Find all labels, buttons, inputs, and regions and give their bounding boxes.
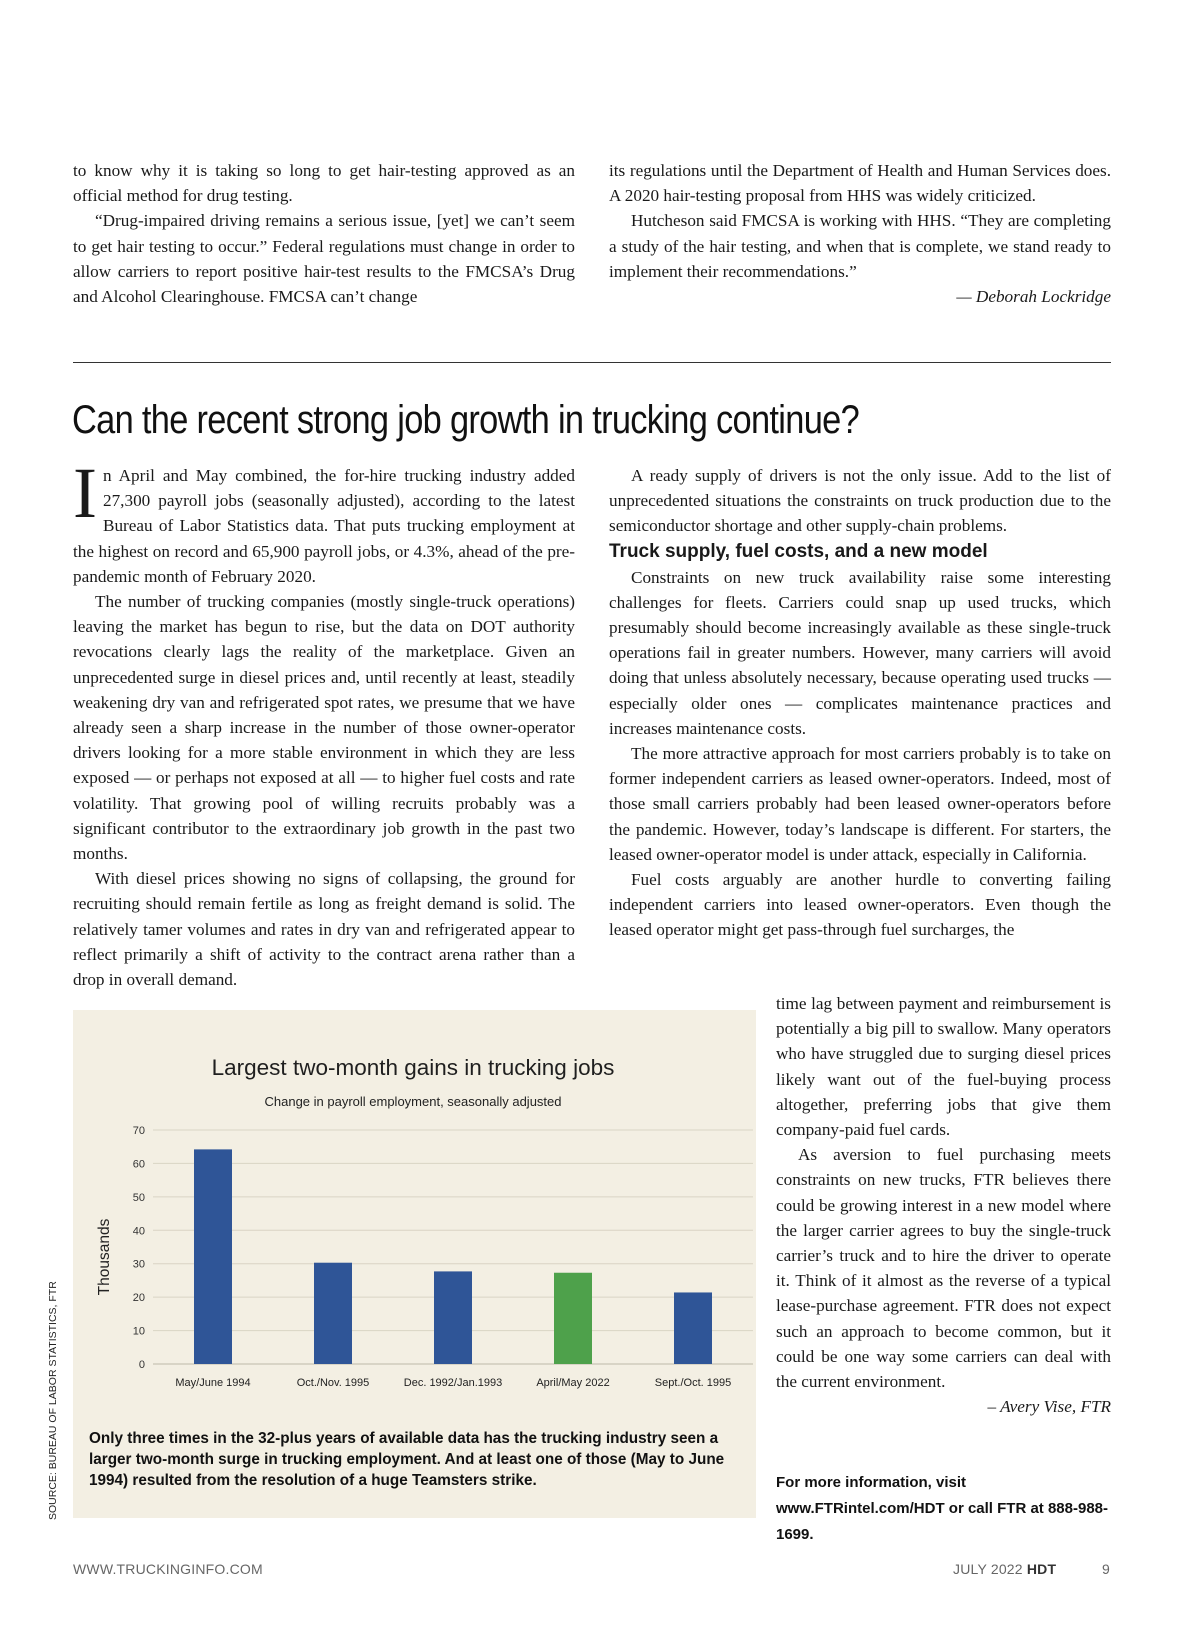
article-subhead: Truck supply, fuel costs, and a new model: [609, 540, 988, 562]
top-left-column: [73, 158, 575, 309]
lead-text: n April and May combined, the for-hire trucking industry added 27,300 payroll jobs (seasonally adjusted), according to the latest Bureau of Labor Statistics data. That puts trucking employment at the highest on record and 65,900 payroll jobs, or 4.3%, ahead of the pre-pandemic month of February 2020.: [73, 466, 575, 586]
article-paragraph: The number of trucking companies (mostly single-truck operations) leaving the market has begun to rise, but the data on DOT authority revocations clearly lags the reality of the marketplace. Given an unprecedented surge in diesel prices and, until recently at least, steadily weakening dry van and refrigerated spot rates, we presume that we have already seen a sharp increase in the number of those owner-operator drivers looking for a more stable environment in which they are less exposed — or perhaps not exposed at all — to higher fuel costs and rate volatility. That growing pool of willing recruits probably was a significant contributor to the extraordinary job growth in the past two months.: [73, 592, 575, 864]
article-paragraph: As aversion to fuel purchasing meets constraints on new trucks, FTR believes there could be growing interest in a new model where the larger carrier agrees to buy the single-truck carrier’s truck and to hire the driver to operate it. Think of it almost as the reverse of a typical lease-purchase agreement. FTR does not expect such an approach to become common, but it could be one way some carriers can deal with the current environment.: [776, 1145, 1111, 1392]
top-right-paragraph: its regulations until the Department of Health and Human Services does. A 2020 hair-testing proposal from HHS was widely criticized.: [609, 161, 1111, 206]
top-right-paragraph: Hutcheson said FMCSA is working with HHS. “They are completing a study of the hair testing, and when that is complete, we stand ready to implement their recommendations.”: [609, 211, 1111, 281]
x-tick-label: Oct./Nov. 1995: [296, 1377, 370, 1389]
more-info-note: For more information, visit www.FTRintel.com/HDT or call FTR at 888-988-1699.: [776, 1474, 1109, 1543]
x-tick-label: April/May 2022: [536, 1377, 610, 1389]
x-axis-ticks: [175, 1377, 731, 1389]
chart-caption: Only three times in the 32-plus years of available data has the trucking industry seen a larger two-month surge in trucking employment. And at least one of those (May to June 1994) resulted from the resolution of a huge Teamsters strike.: [89, 1430, 725, 1489]
bar: [554, 1273, 592, 1364]
bar-chart: [73, 1010, 756, 1420]
drop-cap: I: [73, 453, 97, 533]
y-tick-label: 30: [132, 1258, 145, 1271]
bar: [194, 1149, 232, 1364]
article-left-column: [73, 453, 575, 992]
article-right-narrow-column: [776, 991, 1111, 1419]
x-tick-label: Sept./Oct. 1995: [654, 1377, 732, 1389]
chart-panel: [73, 1010, 756, 1518]
bar: [434, 1271, 472, 1364]
top-left-paragraph: “Drug-impaired driving remains a serious issue, [yet] we can’t seem to get hair testing to occur.” Federal regulations must change in order to allow carriers to report positive hair-test results to the FMCSA’s Drug and Alcohol Clearinghouse. FMCSA can’t change: [73, 211, 575, 307]
y-tick-label: 0: [138, 1359, 145, 1371]
article-paragraph: With diesel prices showing no signs of collapsing, the ground for recruiting should remain fertile as long as freight demand is solid. The relatively tamer volumes and rates in dry van and refrigerated appear to reflect primarily a shift of activity to the contract arena rather than a drop in overall demand.: [73, 869, 575, 990]
y-tick-label: 20: [132, 1292, 145, 1305]
top-left-paragraph: to know why it is taking so long to get hair-testing approved as an official method for drug testing.: [73, 161, 575, 206]
chart-bars: [194, 1149, 712, 1364]
article-right-column: [609, 463, 1111, 943]
section-divider: [73, 362, 1111, 363]
y-tick-label: 60: [132, 1158, 145, 1171]
bar: [674, 1292, 712, 1364]
article-lead-paragraph: [73, 453, 575, 589]
footer-issue: [953, 1561, 1056, 1577]
article-paragraph: time lag between payment and reimbursement is potentially a big pill to swallow. Many operators who have struggled due to surging diesel prices likely want out of the fuel-buying process altogether, preferring jobs that give them company-paid fuel cards.: [776, 994, 1111, 1140]
chart-source-credit: SOURCE: BUREAU OF LABOR STATISTICS, FTR: [47, 1281, 59, 1520]
footer-issue-date: JULY 2022: [953, 1561, 1023, 1577]
bar: [314, 1263, 352, 1364]
y-tick-label: 10: [132, 1325, 145, 1338]
y-tick-label: 50: [132, 1191, 145, 1204]
footer-page-number: 9: [1102, 1561, 1110, 1577]
footer-website: WWW.TRUCKINGINFO.COM: [73, 1561, 263, 1577]
article-paragraph: The more attractive approach for most carriers probably is to take on former independent carriers as leased owner-operators. Indeed, most of those small carriers probably had been leased owner-operators before the pandemic. However, today’s landscape is different. For starters, the leased owner-operator model is under attack, especially in California.: [609, 744, 1111, 864]
chart-subtitle: Change in payroll employment, seasonally adjusted: [264, 1094, 562, 1109]
article-headline: Can the recent strong job growth in trucking continue?: [72, 398, 860, 442]
footer-magazine-name: HDT: [1026, 1561, 1057, 1577]
article-paragraph: Constraints on new truck availability raise some interesting challenges for fleets. Carriers could snap up used trucks, which presumably should become increasingly available as these single-truck operations fail in greater numbers. However, many carriers will avoid doing that unless absolutely necessary, because operating used trucks — especially older ones — complicates maintenance practices and increases maintenance costs.: [609, 567, 1111, 738]
y-tick-label: 70: [132, 1125, 145, 1137]
article-paragraph: A ready supply of drivers is not the only issue. Add to the list of unprecedented situations the constraints on truck production due to the semiconductor shortage and other supply-chain problems.: [609, 466, 1111, 536]
x-tick-label: May/June 1994: [175, 1377, 251, 1389]
article-signature: – Avery Vise, FTR: [987, 1397, 1111, 1417]
y-tick-label: 40: [132, 1225, 145, 1238]
top-right-column: [609, 158, 1111, 309]
y-axis-ticks: [133, 1125, 145, 1371]
article-paragraph: Fuel costs arguably are another hurdle to converting failing independent carriers into leased owner-operators. Even though the leased operator might get pass-through fuel surcharges, the: [609, 870, 1111, 940]
y-axis-label: Thousands: [96, 1218, 113, 1296]
x-tick-label: Dec. 1992/Jan.1993: [403, 1377, 503, 1389]
chart-title: Largest two-month gains in trucking jobs: [211, 1055, 615, 1080]
top-signature: — Deborah Lockridge: [956, 287, 1111, 307]
